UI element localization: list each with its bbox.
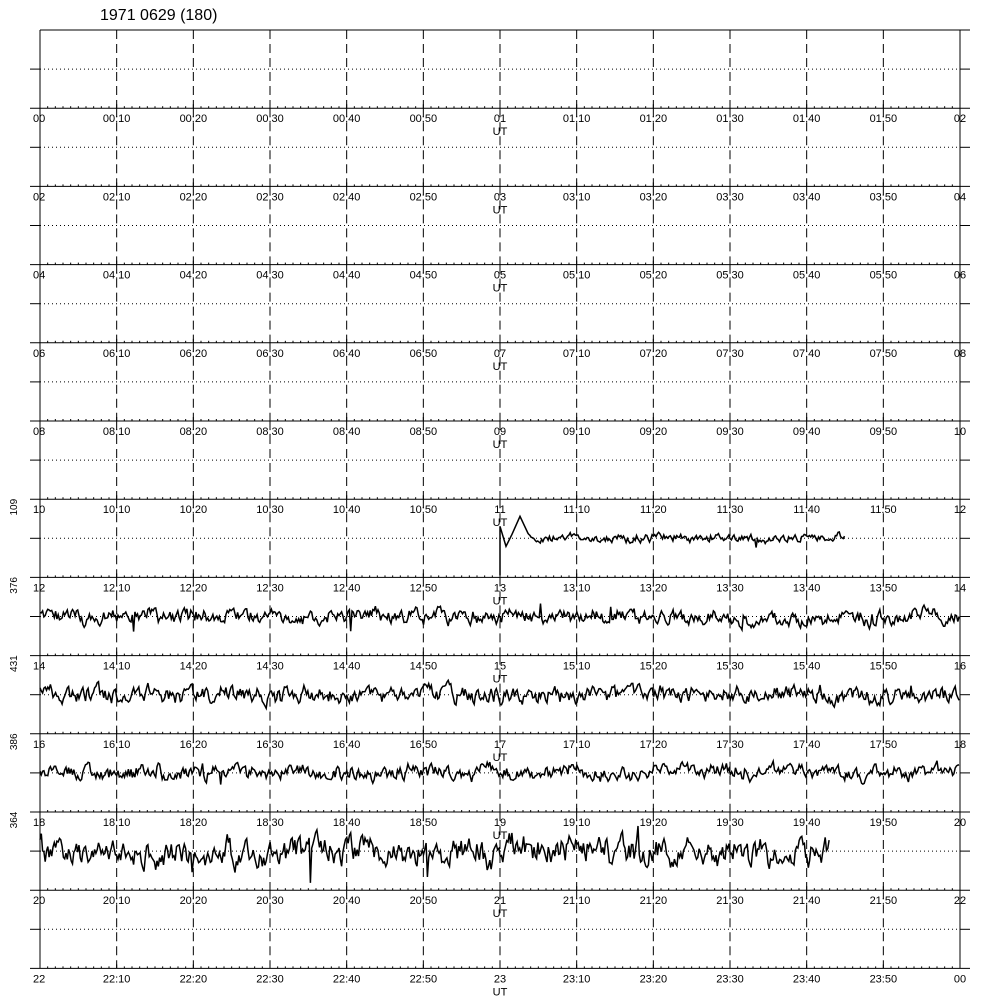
tick-label: 21:10: [562, 895, 591, 908]
tick-label: 18:20: [179, 817, 208, 829]
axis-label-ut: UT: [492, 517, 508, 530]
tick-label: 03:30: [716, 191, 744, 204]
tick-label: 09:30: [716, 426, 744, 438]
tick-label: 12:50: [409, 582, 438, 595]
tick-label: 20:40: [332, 895, 361, 908]
row-side-label: 376: [9, 577, 20, 594]
row-side-label: 431: [9, 655, 20, 672]
tick-label: 12:20: [179, 582, 208, 595]
tick-label: 14:10: [102, 660, 131, 673]
tick-label: 01:30: [716, 113, 744, 126]
tick-label: 02:50: [409, 191, 438, 204]
axis-label-ut: UT: [492, 830, 508, 842]
tick-label: 04:20: [179, 269, 208, 282]
tick-label: 00:20: [179, 113, 208, 126]
tick-label: 04: [953, 191, 967, 204]
tick-label: 18:50: [409, 817, 438, 829]
tick-label: 01:50: [869, 113, 898, 126]
tick-label: 06: [953, 269, 967, 282]
tick-label: 02:40: [332, 191, 361, 204]
tick-label: 19:50: [869, 817, 898, 829]
tick-label: 00:40: [332, 113, 361, 126]
tick-label: 08:30: [256, 426, 284, 438]
row-side-label: 386: [9, 733, 20, 751]
tick-label: 06:30: [256, 347, 284, 360]
axis-label-ut: UT: [492, 282, 508, 295]
tick-label: 21: [493, 895, 507, 908]
tick-label: 13:10: [562, 582, 591, 595]
tick-label: 05:50: [869, 269, 898, 282]
tick-label: 23:30: [716, 973, 744, 986]
tick-label: 14: [33, 660, 46, 673]
tick-label: 15:40: [792, 660, 821, 673]
tick-label: 04: [33, 269, 46, 282]
row-side-label: 364: [9, 811, 20, 829]
tick-label: 09:40: [792, 426, 821, 438]
tick-label: 02: [953, 113, 967, 126]
tick-label: 18:40: [332, 817, 361, 829]
tick-label: 10: [953, 426, 967, 438]
tick-label: 20:20: [179, 895, 208, 908]
tick-label: 14:50: [409, 660, 438, 673]
tick-label: 05: [493, 269, 507, 282]
tick-label: 21:40: [792, 895, 821, 908]
tick-label: 11:40: [793, 504, 821, 517]
tick-label: 14:40: [332, 660, 361, 673]
tick-label: 10:30: [256, 504, 284, 517]
tick-label: 07:20: [639, 347, 668, 360]
tick-label: 05:30: [716, 269, 744, 282]
tick-label: 17:20: [639, 738, 668, 751]
tick-label: 14: [953, 582, 967, 595]
tick-label: 16:30: [256, 738, 284, 751]
tick-label: 17:40: [792, 738, 821, 751]
axis-label-ut: UT: [492, 673, 508, 686]
tick-label: 07:30: [716, 347, 744, 360]
tick-label: 00:30: [256, 113, 284, 126]
tick-label: 15:20: [639, 660, 668, 673]
tick-label: 05:20: [639, 269, 668, 282]
tick-label: 10: [33, 504, 46, 517]
tick-label: 18: [33, 817, 46, 829]
tick-label: 09: [493, 426, 507, 438]
tick-label: 16:20: [179, 738, 208, 751]
tick-label: 02:20: [179, 191, 208, 204]
tick-label: 14:30: [256, 660, 284, 673]
tick-label: 07: [493, 347, 507, 360]
tick-label: 15:10: [562, 660, 591, 673]
tick-label: 00:10: [102, 113, 131, 126]
axis-label-ut: UT: [492, 360, 508, 373]
tick-label: 03:50: [869, 191, 898, 204]
tick-label: 04:10: [102, 269, 131, 282]
tick-label: 12: [953, 504, 967, 517]
tick-label: 22:10: [102, 973, 131, 986]
tick-label: 08:20: [179, 426, 208, 438]
tick-label: 00: [953, 973, 967, 986]
tick-label: 15: [493, 660, 507, 673]
tick-label: 00: [33, 113, 46, 126]
tick-label: 03:20: [639, 191, 668, 204]
tick-label: 08: [953, 347, 967, 360]
tick-label: 14:20: [179, 660, 208, 673]
tick-label: 11:10: [563, 504, 591, 517]
tick-label: 10:40: [332, 504, 361, 517]
tick-label: 06: [33, 347, 46, 360]
tick-label: 12: [33, 582, 46, 595]
tick-label: 10:10: [102, 504, 131, 517]
tick-label: 22:40: [332, 973, 361, 986]
tick-label: 16:50: [409, 738, 438, 751]
tick-label: 08:10: [102, 426, 131, 438]
tick-label: 20:10: [102, 895, 131, 908]
tick-label: 10:20: [179, 504, 208, 517]
tick-label: 19: [493, 817, 507, 829]
tick-label: 13:50: [869, 582, 898, 595]
tick-label: 13:20: [639, 582, 668, 595]
tick-label: 20: [33, 895, 46, 908]
tick-label: 07:50: [869, 347, 898, 360]
tick-label: 13: [493, 582, 507, 595]
tick-label: 16: [953, 660, 967, 673]
tick-label: 19:40: [792, 817, 821, 829]
tick-label: 19:10: [562, 817, 591, 829]
tick-label: 03:10: [562, 191, 591, 204]
tick-label: 06:40: [332, 347, 361, 360]
tick-label: 20:30: [256, 895, 284, 908]
tick-label: 11:30: [716, 504, 744, 517]
axis-label-ut: UT: [492, 204, 508, 217]
axis-label-ut: UT: [492, 126, 508, 139]
tick-label: 20: [953, 817, 967, 829]
trace-line: [40, 826, 829, 883]
tick-label: 12:30: [256, 582, 284, 595]
tick-label: 17:30: [716, 738, 744, 751]
axis-label-ut: UT: [492, 908, 508, 921]
tick-label: 06:50: [409, 347, 438, 360]
tick-label: 18: [953, 738, 967, 751]
tick-label: 07:40: [792, 347, 821, 360]
tick-label: 01: [493, 113, 507, 126]
axis-label-ut: UT: [492, 439, 508, 451]
labels-layer: [9, 113, 966, 998]
tick-label: 21:50: [869, 895, 898, 908]
tick-label: 10:50: [409, 504, 438, 517]
tick-label: 07:10: [562, 347, 591, 360]
tick-label: 03: [493, 191, 507, 204]
tick-label: 22: [33, 973, 46, 986]
axis-label-ut: UT: [492, 595, 508, 608]
tick-label: 02:10: [102, 191, 131, 204]
tick-label: 17: [493, 738, 507, 751]
tick-label: 08: [33, 426, 46, 438]
tick-label: 22: [953, 895, 967, 908]
tick-label: 09:10: [562, 426, 591, 438]
tick-label: 23:40: [792, 973, 821, 986]
tick-label: 15:30: [716, 660, 744, 673]
tick-label: 04:30: [256, 269, 284, 282]
tick-label: 23: [493, 973, 507, 986]
tick-label: 13:40: [792, 582, 821, 595]
tick-label: 01:20: [639, 113, 668, 126]
tick-label: 22:30: [256, 973, 284, 986]
tick-label: 17:10: [562, 738, 591, 751]
tick-label: 06:10: [102, 347, 131, 360]
tick-label: 16:40: [332, 738, 361, 751]
trace-line: [500, 516, 845, 575]
tick-label: 05:40: [792, 269, 821, 282]
axis-label-ut: UT: [492, 986, 508, 999]
axis-label-ut: UT: [492, 751, 508, 764]
tick-label: 21:20: [639, 895, 668, 908]
tick-label: 22:20: [179, 973, 208, 986]
tick-label: 15:50: [869, 660, 898, 673]
tick-label: 02:30: [256, 191, 284, 204]
tick-label: 05:10: [562, 269, 591, 282]
tick-label: 00:50: [409, 113, 438, 126]
tick-label: 23:50: [869, 973, 898, 986]
tick-label: 18:30: [256, 817, 284, 829]
tick-label: 03:40: [792, 191, 821, 204]
tick-label: 12:10: [102, 582, 131, 595]
chart-title: 1971 0629 (180): [100, 7, 218, 24]
tick-label: 21:30: [716, 895, 744, 908]
tick-label: 01:10: [562, 113, 591, 126]
tick-label: 04:50: [409, 269, 438, 282]
tick-label: 16: [33, 738, 46, 751]
tick-label: 23:20: [639, 973, 668, 986]
tick-label: 01:40: [792, 113, 821, 126]
tick-label: 08:50: [409, 426, 438, 438]
tick-label: 11:50: [869, 504, 897, 517]
tick-label: 23:10: [562, 973, 591, 986]
tick-label: 22:50: [409, 973, 438, 986]
tick-label: 06:20: [179, 347, 208, 360]
tick-label: 13:30: [716, 582, 744, 595]
tick-label: 16:10: [102, 738, 131, 751]
tick-label: 09:20: [639, 426, 668, 438]
tick-label: 08:40: [332, 426, 361, 438]
tick-label: 11:20: [639, 504, 667, 517]
tick-label: 19:20: [639, 817, 668, 829]
tick-label: 04:40: [332, 269, 361, 282]
tick-label: 19:30: [716, 817, 744, 829]
tick-label: 18:10: [102, 817, 131, 829]
tick-label: 11: [494, 504, 506, 517]
tick-label: 17:50: [869, 738, 898, 751]
tick-label: 09:50: [869, 426, 898, 438]
row-side-label: 109: [9, 498, 20, 516]
tick-label: 12:40: [332, 582, 361, 595]
tick-label: 02: [33, 191, 46, 204]
tick-label: 20:50: [409, 895, 438, 908]
